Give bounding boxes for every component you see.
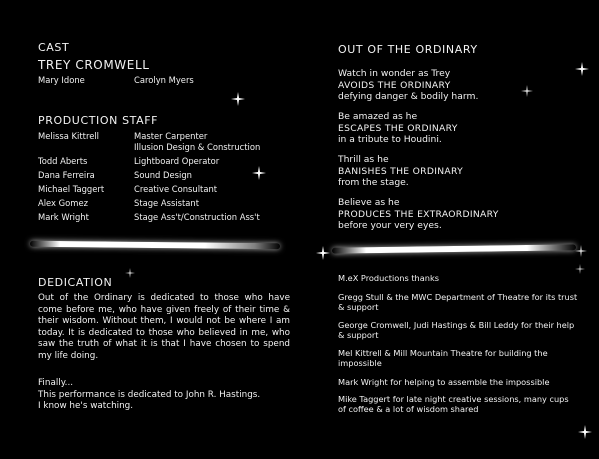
dedication-line: This performance is dedicated to John R. Hastings. [38, 390, 261, 400]
stanza-line: Watch in wonder as Trey [338, 68, 451, 79]
thanks-item: Mike Taggert for late night creative sessions, many cups of coffee & a lot of wisdom shared [338, 394, 569, 415]
stanza-line: Thrill as he [338, 154, 389, 165]
staff-name: Alex Gomez [38, 198, 89, 208]
staff-role: Lightboard Operator [134, 156, 220, 166]
star-icon [252, 166, 266, 180]
right-divider [332, 244, 576, 253]
star-icon [578, 425, 592, 439]
stanza-line: Believe as he [338, 197, 400, 208]
staff-role: Creative Consultant [134, 184, 218, 194]
left-divider [30, 241, 280, 250]
stanza [338, 68, 478, 103]
staff-heading: PRODUCTION STAFF [38, 114, 159, 127]
staff-role: Master Carpenter [134, 131, 208, 141]
thanks-intro: M.eX Productions thanks [338, 273, 439, 283]
stanza-line: ESCAPES THE ORDINARY [338, 122, 458, 134]
thanks-item: Mel Kittrell & Mill Mountain Theatre for building the impossible [338, 348, 548, 369]
stanza-line: AVOIDS THE ORDINARY [338, 79, 451, 91]
thanks-item: Mark Wright for helping to assemble the impossible [338, 377, 550, 387]
cast-heading: CAST [38, 41, 70, 54]
stanza-line: Be amazed as he [338, 111, 418, 122]
star-icon [123, 266, 137, 280]
stanza [338, 154, 463, 189]
staff-name: Todd Aberts [38, 156, 88, 166]
stanza-line: from the stage. [338, 177, 409, 188]
stanza-line: before your very eyes. [338, 220, 442, 231]
staff-name: Melissa Kittrell [38, 131, 100, 141]
star-icon [573, 262, 587, 276]
cast-member: Carolyn Myers [134, 75, 194, 85]
stanza [338, 197, 499, 232]
star-icon [574, 244, 588, 258]
stanza-line: PRODUCES THE EXTRAORDINARY [338, 208, 499, 220]
staff-role: Stage Assistant [134, 198, 200, 208]
dedication-text: Out of the Ordinary is dedicated to those who have come before me, who have given freely of their time & their wisdom. Without them, I would not be where I am today. It is dedicated to those who believed in me, who saw the truth of what it is that I have chosen to spend my life doing. [38, 293, 290, 361]
stanza-line: in a tribute to Houdini. [338, 134, 442, 145]
staff-role: Stage Ass't/Construction Ass't [134, 212, 260, 222]
thanks-item: George Cromwell, Judi Hastings & Bill Leddy for their help & support [338, 320, 575, 341]
cast-member: Mary Idone [38, 75, 85, 85]
staff-name: Dana Ferreira [38, 170, 95, 180]
staff-role: Sound Design [134, 170, 192, 180]
staff-role: Illusion Design & Construction [134, 142, 261, 152]
staff-name: Michael Taggert [38, 184, 105, 194]
star-icon [575, 62, 589, 76]
star-icon [316, 246, 330, 260]
thanks-item: Gregg Stull & the MWC Department of Theatre for its trust & support [338, 292, 578, 313]
dedication-finally: Finally... [38, 378, 74, 388]
stanza [338, 111, 458, 146]
staff-name: Mark Wright [38, 212, 89, 222]
show-title-heading: OUT OF THE ORDINARY [338, 43, 478, 56]
stanza-line: defying danger & bodily harm. [338, 91, 479, 102]
star-icon [520, 84, 534, 98]
stanza-line: BANISHES THE ORDINARY [338, 165, 463, 177]
star-icon [231, 92, 245, 106]
dedication-heading: DEDICATION [38, 276, 113, 289]
dedication-line: I know he's watching. [38, 401, 134, 411]
lead-performer: TREY CROMWELL [38, 58, 150, 72]
